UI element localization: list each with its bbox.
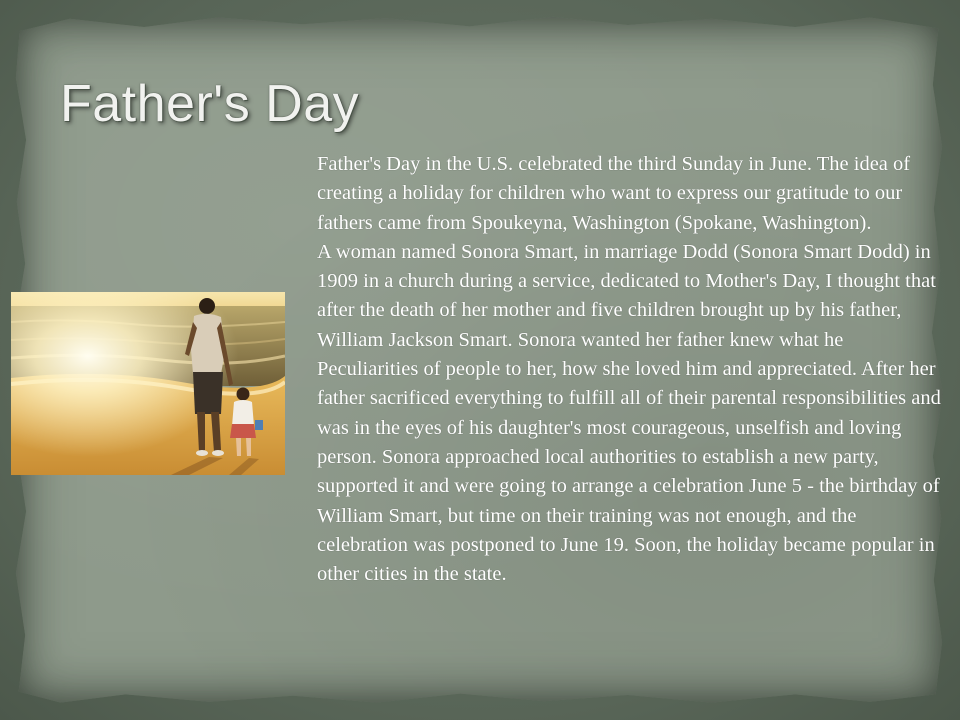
slide-title: Father's Day	[60, 75, 360, 133]
father-child-beach-photo	[11, 292, 285, 475]
paragraph-intro: Father's Day in the U.S. celebrated the third Sunday in June. The idea of creating a holiday for children who want to express our gratitude to our fathers came from Spoukeyna, Washington (Spokane, Washington).	[317, 153, 911, 234]
paragraph-history: A woman named Sonora Smart, in marriage Dodd (Sonora Smart Dodd) in 1909 in a church during a service, dedicated to Mother's Day, I thought that after the death of her mother and five children brought up by his father, William Jackson Smart. Sonora wanted her father knew what he Peculiarities of people to her, how she loved him and appreciated. After her father sacrificed everything to fulfill all of their parental responsibilities and was in the eyes of his daughter's most courageous, unselfish and loving person. Sonora approached local authorities to establish a new party, supported it and were going to arrange a celebration June 5 - the birthday of William Smart, but time on their training was not enough, and the celebration was postponed to June 19. Soon, the holiday became popular in other cities in the state.	[317, 240, 941, 586]
body-text	[317, 150, 947, 589]
